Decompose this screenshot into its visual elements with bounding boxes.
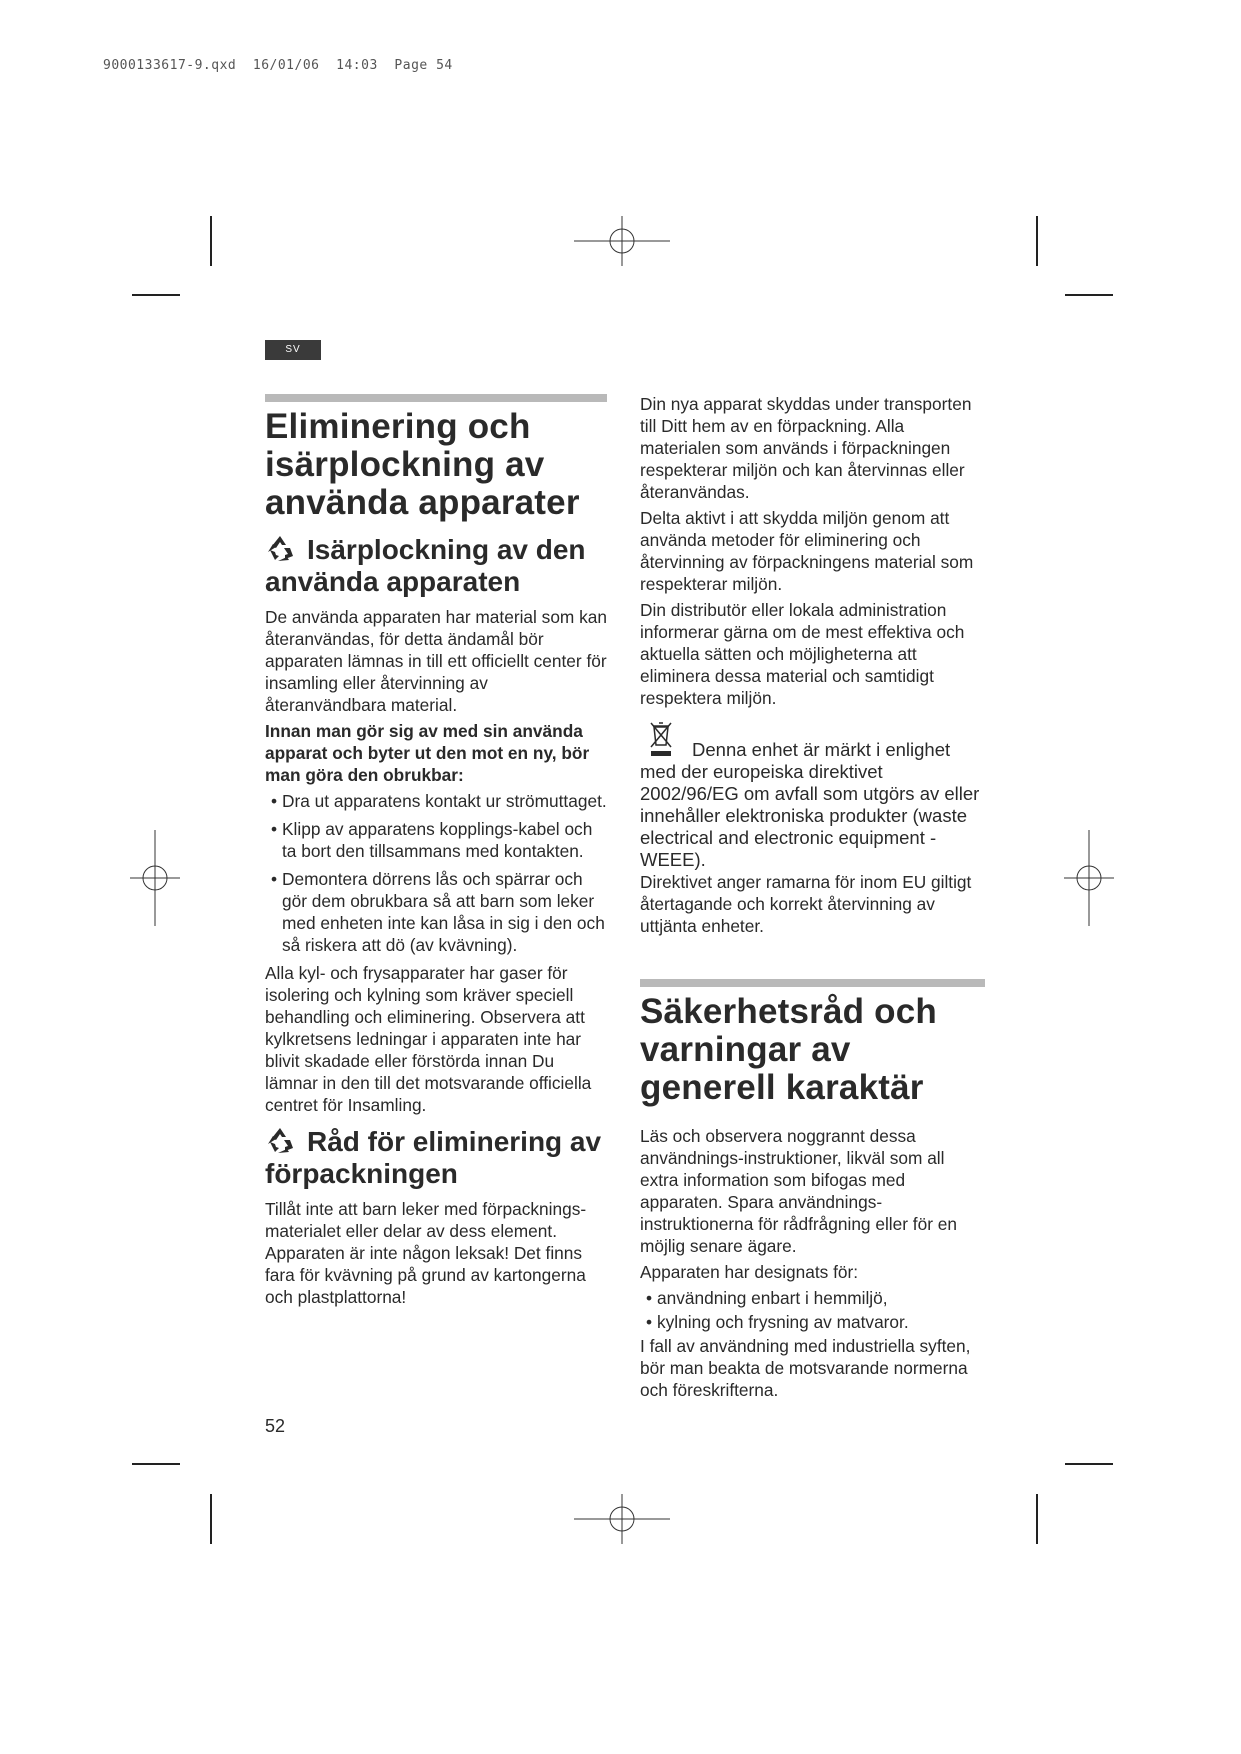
registration-mark-right: [1064, 830, 1114, 926]
subsection-heading-text: Isärplockning av den använda apparaten: [265, 534, 586, 597]
registration-mark-top: [574, 216, 670, 266]
paragraph: I fall av användning med industriella syften, bör man beakta de motsvarande normerna och föreskrifterna.: [640, 1336, 971, 1400]
paragraph: Läs och observera noggrannt dessa användnings-instruktioner, likväl som all extra information som bifogas med apparaten. Spara användnings-instruktionerna för rådfrågning eller för en möjlig senare ägare.: [640, 1126, 957, 1256]
left-column: [265, 394, 607, 1312]
subsection-heading-text: Råd för eliminering av förpackningen: [265, 1126, 602, 1189]
bullet-list: [640, 1287, 985, 1333]
page-number: 52: [265, 1416, 286, 1436]
section-title: Säkerhetsråd och varningar av generell karaktär: [640, 992, 937, 1107]
paragraph: Direktivet anger ramarna för inom EU giltigt återtagande och korrekt återvinning av uttjänta enheter.: [640, 872, 972, 936]
crop-mark: [132, 294, 180, 296]
recycle-icon: [265, 534, 295, 562]
crop-mark: [210, 216, 212, 266]
paragraph: Apparaten har designats för:: [640, 1262, 859, 1282]
weee-notice: [640, 721, 985, 871]
subsection-heading: [265, 534, 607, 598]
registration-mark-left: [130, 830, 180, 926]
subsection-heading: [265, 1126, 607, 1190]
list-item: • Dra ut apparatens kontakt ur strömuttaget.: [265, 790, 607, 812]
crop-mark: [1065, 294, 1113, 296]
section-rule: [265, 394, 607, 402]
paragraph: Din nya apparat skyddas under transporten till Ditt hem av en förpackning. Alla materialen som används i förpackningen respekterar miljön och kan återvinnas eller återanvändas.: [640, 394, 972, 502]
crossed-bin-icon: [648, 721, 674, 757]
list-item: • kylning och frysning av matvaror.: [640, 1311, 985, 1333]
section-title: Eliminering och isärplockning av använda apparater: [265, 407, 580, 522]
bullet-list: [265, 790, 607, 956]
list-item: • Demontera dörrens lås och spärrar och gör dem obrukbara så att barn som leker med enheten inte kan låsa in sig i den och så riskera att dö (av kvävning).: [265, 868, 607, 956]
paragraph: Alla kyl- och frysapparater har gaser för isolering och kylning som kräver speciell behandling och eliminering. Observera att kylkretsens ledningar i apparaten inte har blivit skadade eller förstörda innan Du lämnar in den till det motsvarande officiella centret för Insamling.: [265, 963, 592, 1115]
paragraph: Tillåt inte att barn leker med förpacknings-materialet eller delar av dess element. Apparaten är inte någon leksak! Det finns fara för kvävning på grund av kartongerna och plastplattorna!: [265, 1199, 587, 1307]
list-item: • Klipp av apparatens kopplings-kabel och ta bort den tillsammans med kontakten.: [265, 818, 607, 862]
crop-mark: [1036, 216, 1038, 266]
right-column: [640, 393, 985, 1405]
registration-mark-bottom: [574, 1494, 670, 1544]
section-rule: [640, 979, 985, 987]
language-badge: SV: [265, 340, 321, 360]
paragraph: Din distributör eller lokala administration informerar gärna om de mest effektiva och aktuella sätten och möjligheterna att eliminera dessa material och samtidigt respektera miljön.: [640, 600, 965, 708]
paragraph: De använda apparaten har material som kan återanvändas, för detta ändamål bör apparaten lämnas in till ett officiellt center för insamling eller återvinning av återanvändbara material.: [265, 607, 607, 715]
crop-mark: [210, 1494, 212, 1544]
crop-mark: [1036, 1494, 1038, 1544]
weee-text: Denna enhet är märkt i enlighet med der europeiska direktivet 2002/96/EG om avfall som utgörs av eller innehåller elektroniska produkter (waste electrical and electronic equipment - WEEE).: [640, 739, 980, 870]
recycle-icon: [265, 1126, 295, 1154]
paragraph: Delta aktivt i att skydda miljön genom att använda metoder för eliminering och återvinning av förpackningens material som respekterar miljön.: [640, 508, 974, 594]
print-slug: 9000133617-9.qxd 16/01/06 14:03 Page 54: [103, 58, 453, 73]
crop-mark: [132, 1463, 180, 1465]
crop-mark: [1065, 1463, 1113, 1465]
list-item: • användning enbart i hemmiljö,: [640, 1287, 985, 1309]
bold-paragraph: Innan man gör sig av med sin använda apparat och byter ut den mot en ny, bör man göra den obrukbar:: [265, 721, 590, 785]
